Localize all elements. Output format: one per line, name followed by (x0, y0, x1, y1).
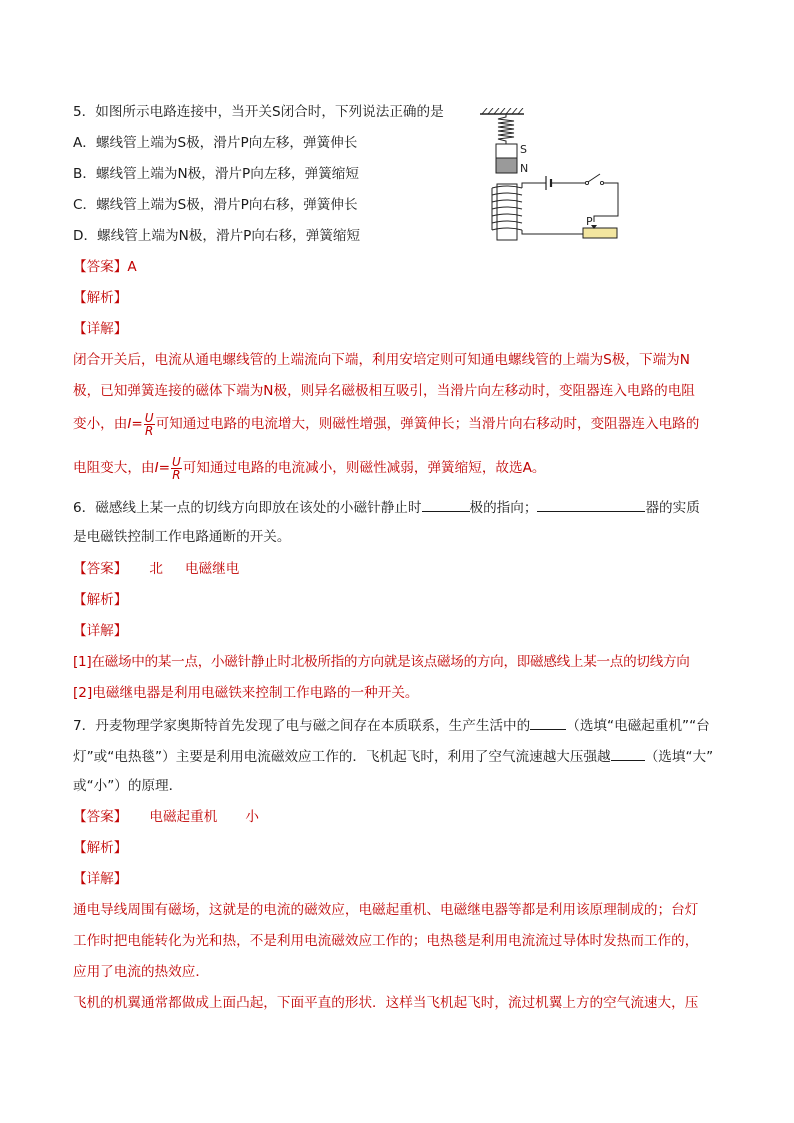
q6-answer (73, 560, 239, 578)
q7-line1-b: （选填“电磁起重机”“台 (566, 718, 710, 734)
q7-detail-line-2: 工作时把电能转化为光和热，不是利用电流磁效应工作的；电热毯是利用电流流过导体时发热而工作的， (73, 933, 699, 949)
switch-contact (600, 181, 603, 184)
q7-answer-label: 【答案】 (73, 809, 128, 825)
q5-detail-label: 【详解】 (73, 321, 128, 337)
formula-denominator: R (172, 467, 181, 482)
q7-answer-2: 小 (245, 809, 259, 825)
rheostat (583, 228, 617, 238)
magnet-n-label: N (520, 162, 529, 175)
q7-stem-line-3: 或“小”）的原理． (73, 778, 183, 794)
formula-i: I (154, 460, 159, 476)
formula-numerator: U (171, 454, 181, 469)
formula-denominator: R (145, 423, 154, 438)
q7-blank-1 (530, 715, 566, 730)
q7-line2-a: 灯”或“电热毯”）主要是利用电流磁效应工作的．飞机起飞时，利用了空气流速越大压强越 (73, 749, 611, 765)
formula-fraction (144, 412, 155, 437)
q7-detail-line-1: 通电导线周围有磁场，这就是的电流的磁效应，电磁起重机、电磁继电器等都是利用该原理制成的；台灯 (73, 902, 699, 918)
q7-detail-line-3: 应用了电流的热效应． (73, 964, 209, 980)
q5-detail-line-1: 闭合开关后，电流从通电螺线管的上端流向下端，利用安培定则可知通电螺线管的上端为S极，下端为N (73, 352, 690, 368)
q7-answer-1: 电磁起重机 (149, 809, 218, 825)
q5-detail-line-4-post: 可知通过电路的电流减小，则磁性减弱，弹簧缩短，故选A。 (182, 460, 546, 476)
formula-eq: = (131, 416, 143, 432)
slider-p-label: P (586, 215, 593, 228)
q6-blank-1 (422, 497, 470, 512)
q5-stem: 5．如图所示电路连接中，当开关S闭合时，下列说法正确的是 (73, 104, 444, 120)
q6-answer-1: 北 (149, 561, 163, 577)
q6-blank-2 (537, 497, 645, 512)
q5-detail-line-3 (73, 411, 699, 437)
q6-detail-line-1: [1]在磁场中的某一点，小磁针静止时北极所指的方向就是该点磁场的方向，即磁感线上某一点的切线方向 (73, 654, 690, 670)
formula-numerator: U (144, 410, 154, 425)
q7-detail-label: 【详解】 (73, 871, 128, 887)
q6-stem-line-1 (73, 497, 700, 517)
q7-stem-line-1 (73, 715, 710, 735)
q7-detail-line-4: 飞机的机翼通常都做成上面凸起，下面平直的形状．这样当飞机起飞时，流过机翼上方的空气流速大，压 (73, 995, 699, 1011)
switch-blade (588, 174, 600, 182)
spring (498, 114, 514, 144)
q5-answer (73, 258, 137, 276)
magnet-s-label: S (520, 143, 527, 156)
ceiling-hatch (482, 108, 523, 114)
q6-stem-b: 极的指向； (469, 500, 538, 516)
q6-detail-label: 【详解】 (73, 623, 128, 639)
q6-stem-line-2: 是电磁铁控制工作电路通断的开关。 (73, 529, 291, 545)
q6-analysis-label: 【解析】 (73, 592, 128, 608)
q6-stem-c: 器的实质 (645, 500, 700, 516)
q5-analysis-label: 【解析】 (73, 290, 128, 306)
q5-detail-line-4-pre: 电阻变大，由 (73, 460, 155, 476)
q5-detail-line-2: 极，已知弹簧连接的磁体下端为N极，则异名磁极相互吸引，当滑片向左移动时，变阻器连入电路的电阻 (73, 383, 695, 399)
circuit-diagram (476, 108, 626, 243)
magnet-top-s (496, 144, 517, 158)
q7-line2-b: （选填“大” (644, 749, 714, 765)
formula-eq: = (158, 460, 170, 476)
wire-top (522, 183, 546, 188)
q6-answer-label: 【答案】 (73, 561, 128, 577)
q7-analysis-label: 【解析】 (73, 840, 128, 856)
q5-option-d: D．螺线管上端为N极，滑片P向右移，弹簧缩短 (73, 228, 361, 244)
q5-answer-value: A (127, 259, 137, 275)
q5-option-a: A．螺线管上端为S极，滑片P向左移，弹簧伸长 (73, 135, 358, 151)
formula-i: I (127, 416, 132, 432)
formula-fraction (171, 456, 182, 481)
q6-detail-line-2: [2]电磁继电器是利用电磁铁来控制工作电路的一种开关。 (73, 685, 419, 701)
q7-stem-line-2 (73, 746, 713, 766)
q6-stem-a: 6．磁感线上某一点的切线方向即放在该处的小磁针静止时 (73, 500, 422, 516)
q6-answer-2: 电磁继电 (184, 561, 240, 577)
q5-answer-label: 【答案】 (73, 259, 128, 275)
q5-detail-line-4 (73, 455, 546, 481)
q5-detail-line-3-post: 可知通过电路的电流增大，则磁性增强，弹簧伸长；当滑片向右移动时，变阻器连入电路的 (155, 416, 700, 432)
q5-option-c: C．螺线管上端为S极，滑片P向右移，弹簧伸长 (73, 197, 358, 213)
q5-option-b: B．螺线管上端为N极，滑片P向左移，弹簧缩短 (73, 166, 359, 182)
q7-blank-2 (611, 746, 645, 761)
q7-line1-a: 7．丹麦物理学家奥斯特首先发现了电与磁之间存在本质联系，生产生活中的 (73, 718, 531, 734)
magnet-bottom-n (496, 158, 517, 173)
q5-detail-line-3-pre: 变小，由 (73, 416, 128, 432)
q7-answer (73, 808, 259, 826)
solenoid-core (497, 184, 517, 240)
